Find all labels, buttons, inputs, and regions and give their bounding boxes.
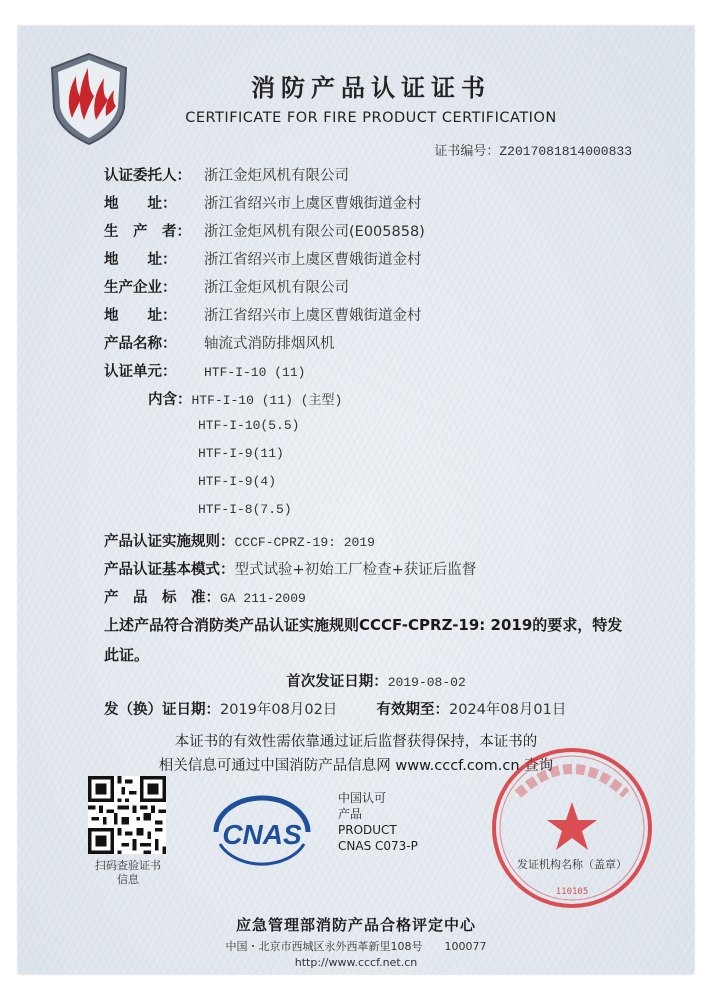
address2-row [104, 248, 422, 269]
qr-code[interactable] [88, 776, 166, 854]
manufacturer-label: 生 产 者： [104, 224, 191, 240]
certificate-number [434, 140, 632, 159]
certificate-number-value: Z2017081814000833 [499, 144, 632, 159]
manufacturer-value: 浙江金炬风机有限公司(E005858) [204, 224, 425, 240]
cnas-line: CNAS C073-P [338, 839, 418, 853]
standard-value: GA 211-2009 [220, 591, 306, 606]
issue-label: 发（换）证日期： [104, 702, 220, 718]
mode-value: 型式试验+初始工厂检查+获证后监督 [234, 562, 477, 578]
model-item: HTF-I-10(5.5) [198, 418, 300, 433]
cnas-logo-text: CNAS [222, 819, 302, 850]
cnas-accreditation-text [338, 790, 418, 854]
address1-label: 地 址： [104, 196, 177, 212]
rule-row [104, 530, 375, 551]
product-row [104, 332, 335, 353]
cnas-line: 产品 [338, 807, 363, 821]
issue-dates-row [104, 698, 566, 719]
mode-row [104, 558, 476, 579]
expiry-value: 2024年08月01日 [449, 702, 567, 718]
qr-caption: 扫码查验证书信息 [95, 859, 161, 886]
mode-label: 产品认证基本模式： [104, 562, 235, 578]
product-value: 轴流式消防排烟风机 [204, 336, 335, 352]
factory-value: 浙江金炬风机有限公司 [204, 280, 349, 296]
unit-label: 认证单元： [104, 364, 177, 380]
notice-line-1: 本证书的有效性需依靠通过证后监督获得保持，本证书的 [174, 734, 538, 750]
unit-value: HTF-I-10 (11) [204, 365, 306, 380]
certificate-sheet [18, 26, 694, 974]
cnas-line: 中国认可 [338, 791, 387, 805]
factory-row [104, 276, 349, 297]
issue-value: 2019年08月02日 [220, 702, 338, 718]
model-item: HTF-I-10 (11) (主型) [191, 393, 343, 408]
certificate-title: 消防产品认证证书 [251, 74, 491, 102]
address2-value: 浙江省绍兴市上虞区曹娥街道金村 [204, 252, 422, 268]
notice-line-2: 相关信息可通过中国消防产品信息网 www.cccf.com.cn 查询 [158, 758, 554, 774]
standard-label: 产 品 标 准： [104, 590, 220, 606]
expiry-label: 有效期至： [376, 702, 450, 718]
certification-statement: 上述产品符合消防类产品认证实施规则CCCF-CPRZ-19: 2019的要求，特发此证。 [104, 616, 623, 664]
factory-label: 生产企业： [104, 280, 177, 296]
product-label: 产品名称： [104, 336, 177, 352]
applicant-label: 认证委托人： [104, 168, 191, 184]
address1-value: 浙江省绍兴市上虞区曹娥街道金村 [204, 196, 422, 212]
address2-label: 地 址： [104, 252, 177, 268]
certificate-title-english: CERTIFICATE FOR FIRE PRODUCT CERTIFICATION [185, 110, 557, 126]
address1-row [104, 192, 422, 213]
model-item: HTF-I-9(4) [198, 474, 277, 489]
cnas-logo [206, 792, 318, 872]
organization-url[interactable]: http://www.cccf.net.cn [294, 956, 418, 969]
seal-caption: 发证机构名称（盖章） [517, 858, 627, 871]
model-item: HTF-I-9(11) [198, 446, 284, 461]
manufacturer-row [104, 220, 425, 241]
official-seal [488, 744, 656, 912]
applicant-value: 浙江金炬风机有限公司 [204, 168, 349, 184]
cnas-line: PRODUCT [338, 823, 397, 837]
address3-value: 浙江省绍兴市上虞区曹娥街道金村 [204, 308, 422, 324]
first-issue-value: 2019-08-02 [387, 675, 466, 690]
organization-address: 中国・北京市西城区永外西革新里108号 100077 [225, 940, 487, 953]
rule-value: CCCF-CPRZ-19: 2019 [234, 535, 375, 550]
seal-star-icon [547, 802, 597, 850]
rule-label: 产品认证实施规则： [104, 534, 235, 550]
applicant-row [104, 164, 349, 185]
issuing-organization: 应急管理部消防产品合格评定中心 [235, 916, 476, 934]
address3-label: 地 址： [104, 308, 177, 324]
model-item: HTF-I-8(7.5) [198, 502, 292, 517]
seal-serial: 110105 [555, 887, 589, 897]
first-issue-label: 首次发证日期： [286, 674, 388, 690]
unit-row [104, 360, 305, 381]
standard-row [104, 586, 306, 607]
contains-row [148, 388, 342, 409]
certificate-number-label: 证书编号： [434, 144, 500, 159]
address3-row [104, 304, 422, 325]
first-issue-date [18, 670, 694, 691]
contains-label: 内含： [148, 392, 192, 408]
